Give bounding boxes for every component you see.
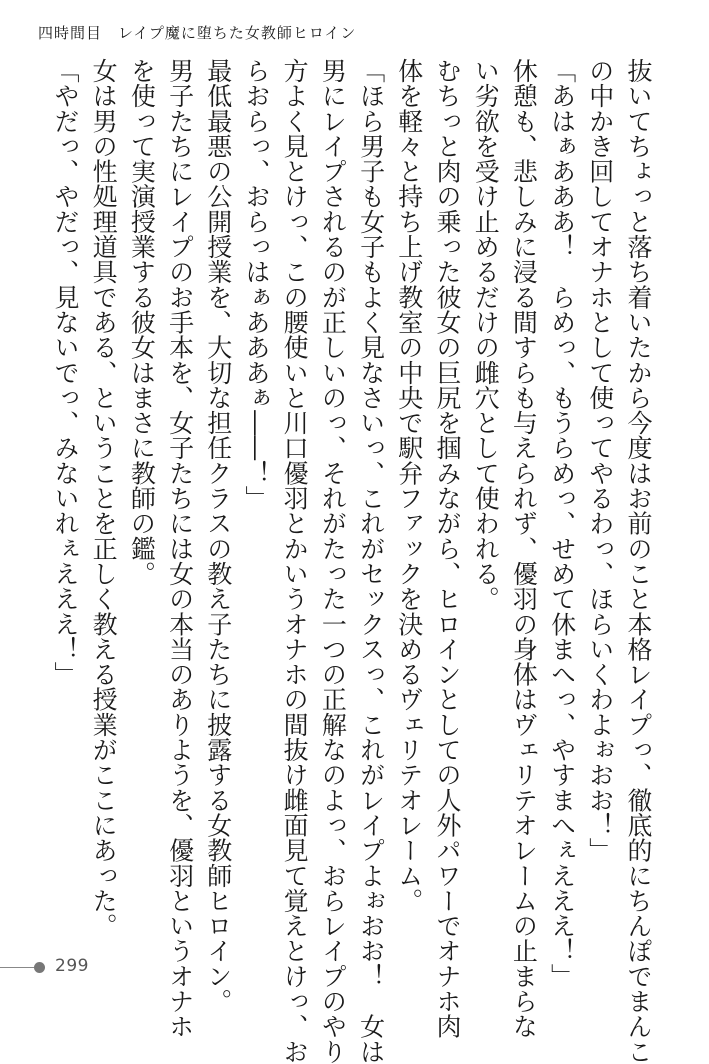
text-line: 最低最悪の公開授業を、大切な担任クラスの教え子たちに披露する女教師ヒロイン。 (203, 58, 233, 1014)
text-line: 男子たちにレイプのお手本を、女子たちには女の本当のありようを、優羽というオナホ (165, 58, 195, 1039)
text-line: 「ほら男子も女子もよく見なさいっ、これがセックスっ、これがレイプよぉおお！ 女は (356, 58, 386, 1064)
text-line: 男にレイプされるのが正しいのっ、それがたった一つの正解なのよっ、おらレイプのやり (318, 58, 348, 1064)
text-line: 方よく見とけっ、この腰使いと川口優羽とかいうオナホの間抜け雌面見て覚えとけっ、お (280, 58, 310, 1064)
chapter-label: 四時間目 (38, 24, 103, 42)
chapter-title: レイプ魔に堕ちた女教師ヒロイン (118, 24, 357, 42)
page-number: 299 (55, 956, 89, 976)
text-line: 「あはぁあああ！ らめっ、もうらめっ、せめて休まへっ、やすまへぇえええ！」 (547, 58, 577, 989)
text-line: 体を軽々と持ち上げ教室の中央で駅弁ファックを決めるヴェリテオレーム。 (394, 58, 424, 914)
text-line: らおらっ、おらっはぁあああぁ――！」 (241, 58, 271, 511)
text-line: 休憩も、悲しみに浸る間すらも与えられず、優羽の身体はヴェリテオレームの止まらな (509, 58, 539, 1039)
footer-rule (0, 967, 34, 968)
footer-dot-icon (34, 962, 45, 973)
text-line: い劣欲を受け止めるだけの雌穴として使われる。 (471, 58, 501, 612)
text-line: を使って実演授業する彼女はまさに教師の鑑。 (127, 58, 157, 587)
running-header (38, 22, 356, 43)
text-line: の中かき回してオナホとして使ってやるわっ、ほらいくわよぉおお！」 (585, 58, 615, 863)
text-line: 女は男の性処理道具である、ということを正しく教える授業がここにあった。 (89, 58, 119, 939)
text-line: むちっと肉の乗った彼女の巨尻を掴みながら、ヒロインとしての人外パワーでオナホ肉 (432, 58, 462, 1039)
text-line: 抜いてちょっと落ち着いたから今度はお前のこと本格レイプっ、徹底的にちんぽでまんこ (624, 58, 653, 1064)
text-line: 「やだっ、やだっ、見ないでっ、みないれぇえええ！」 (50, 58, 80, 687)
page-footer (0, 956, 120, 980)
